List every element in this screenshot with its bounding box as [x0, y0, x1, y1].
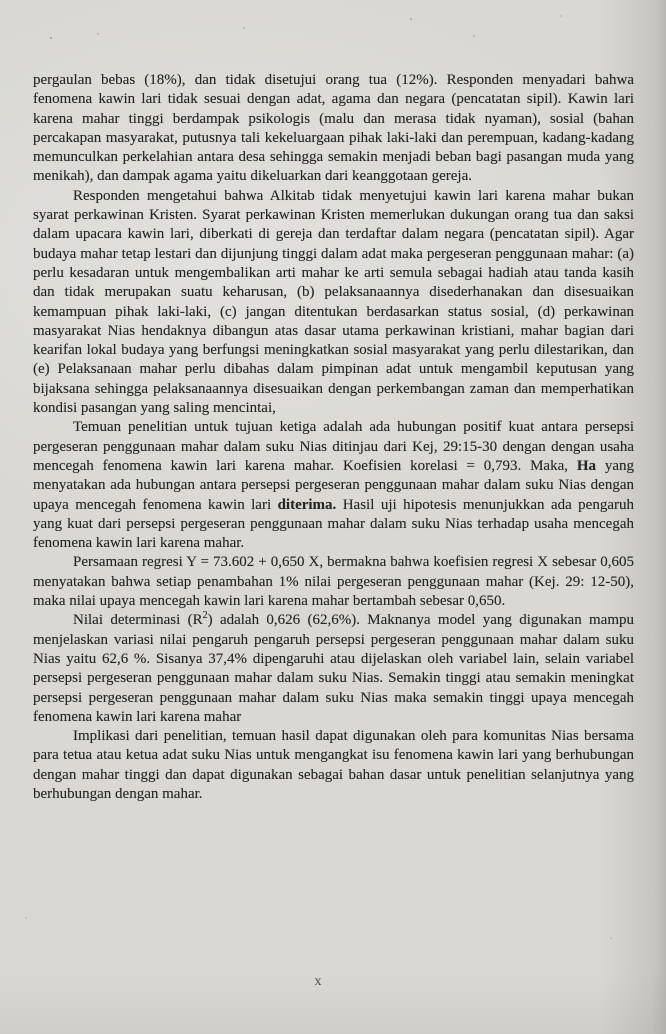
paragraph-nilai-determinasi	[33, 611, 634, 727]
paragraph-text: Persamaan regresi Y = 73.602 + 0,650 X, bermakna bahwa koefisien regresi X sebesar 0,605 menyatakan bahwa setiap penambahan 1% nilai pergeseran penggunaan mahar (Kej. 29: 12-50), maka nilai upaya mencegah kawin lari karena mahar bertambah sebesar 0,650.	[33, 554, 634, 610]
paragraph-temuan-penelitian	[33, 418, 634, 553]
paragraph-responden-mengetahui	[33, 187, 634, 419]
bold-diterima: diterima.	[277, 496, 337, 513]
paragraph-text: yang menyatakan ada hubungan antara persepsi pergeseran penggunaan mahar dalam suku Nias dengan upaya mencegah fenomena kawin lari	[33, 457, 634, 513]
paragraph-text: Hasil uji hipotesis menunjukkan ada pengaruh yang kuat dari persepsi pergeseran penggunaan mahar dalam suku Nias terhadap usaha mencegah fenomena kawin lari karena mahar.	[33, 496, 634, 552]
document-body-text	[33, 71, 634, 804]
page-number: x	[314, 974, 322, 989]
paragraph-implikasi	[33, 727, 634, 804]
paragraph-text: ) adalah 0,626 (62,6%). Maknanya model yang digunakan mampu menjelaskan variasi nilai pengaruh pengaruh persepsi pergeseran penggunaan mahar dalam suku Nias yaitu 62,6 %. Sisanya 37,4% dipengaruhi atau dijelaskan oleh variabel lain, selain variabel persepsi pergeseran penggunaan mahar dalam suku Nias. Semakin tinggi atau semakin meningkat persepsi pergeseran penggunaan mahar dalam suku Nias maka semakin tinggi upaya mencegah fenomena kawin lari karena mahar	[33, 612, 635, 725]
paragraph-continuation	[33, 71, 634, 187]
paragraph-text: Implikasi dari penelitian, temuan hasil dapat digunakan oleh para komunitas Nias bersama para tetua atau ketua adat suku Nias untuk mengangkat isu fenomena kawin lari yang berhubungan dengan mahar tinggi dan dapat digunakan sebagai bahan dasar untuk penelitian selanjutnya yang berhubungan dengan mahar.	[33, 728, 634, 802]
bold-hypothesis-ha: Ha	[576, 457, 596, 474]
paragraph-text: Nilai determinasi (R	[73, 612, 203, 629]
paragraph-persamaan-regresi	[33, 553, 634, 611]
scan-speck	[50, 37, 52, 39]
paragraph-text: Temuan penelitian untuk tujuan ketiga adalah ada hubungan positif kuat antara persepsi pergeseran penggunaan mahar dalam suku Nias ditinjau dari Kej, 29:15-30 dengan dengan usaha mencegah fenomena kawin lari karena mahar. Koefisien korelasi = 0,793. Maka,	[33, 419, 634, 474]
superscript-2: 2	[202, 610, 208, 622]
paragraph-text: Responden mengetahui bahwa Alkitab tidak menyetujui kawin lari karena mahar bukan syarat perkawinan Kristen. Syarat perkawinan Kristen memerlukan dukungan orang tua dan saksi dalam upacara kawin lari, diberkati di gereja dan terdaftar dalam negara (pencatatan sipil). Agar budaya mahar tetap lestari dan dijunjung tinggi dalam adat maka pergeseran penggunaan mahar: (a) perlu kesadaran untuk mengembalikan arti mahar ke arti semula sebagai hadiah atau tanda kasih dan tidak merupakan suatu keharusan, (b) pelaksanaannya disederhanakan dan disesuaikan kemampuan pihak laki-laki, (c) jangan ditentukan berdasarkan status sosial, (d) perkawinan masyarakat Nias hendaknya dibangun atas dasar utama perkawinan kristiani, mahar bagian dari kearifan lokal budaya yang berfungsi meningkatkan sosial masyarakat yang perlu dilestarikan, dan (e) Pelaksanaan mahar perlu dibahas dalam pimpinan adat untuk mengambil keputusan yang bijaksana sehingga pelaksanaannya disesuaikan dengan perkembangan zaman dan memperhatikan kondisi pasangan yang saling mencintai,	[33, 187, 634, 417]
paragraph-text: pergaulan bebas (18%), dan tidak disetujui orang tua (12%). Responden menyadari bahwa fenomena kawin lari tidak sesuai dengan adat, agama dan negara (pencatatan sipil). Kawin lari karena mahar tinggi berdampak psikologis (malu dan merasa tidak nyaman), sosial (bahan percakapan masyarakat, putusnya tali kekeluargaan pihak laki-laki dan perempuan, kadang-kadang memunculkan perkelahian antara desa sehingga semakin menjadi beban bagi pasangan muda yang menikah), dan dampak agama yaitu dikeluarkan dari keanggotaan gereja.	[33, 72, 634, 185]
